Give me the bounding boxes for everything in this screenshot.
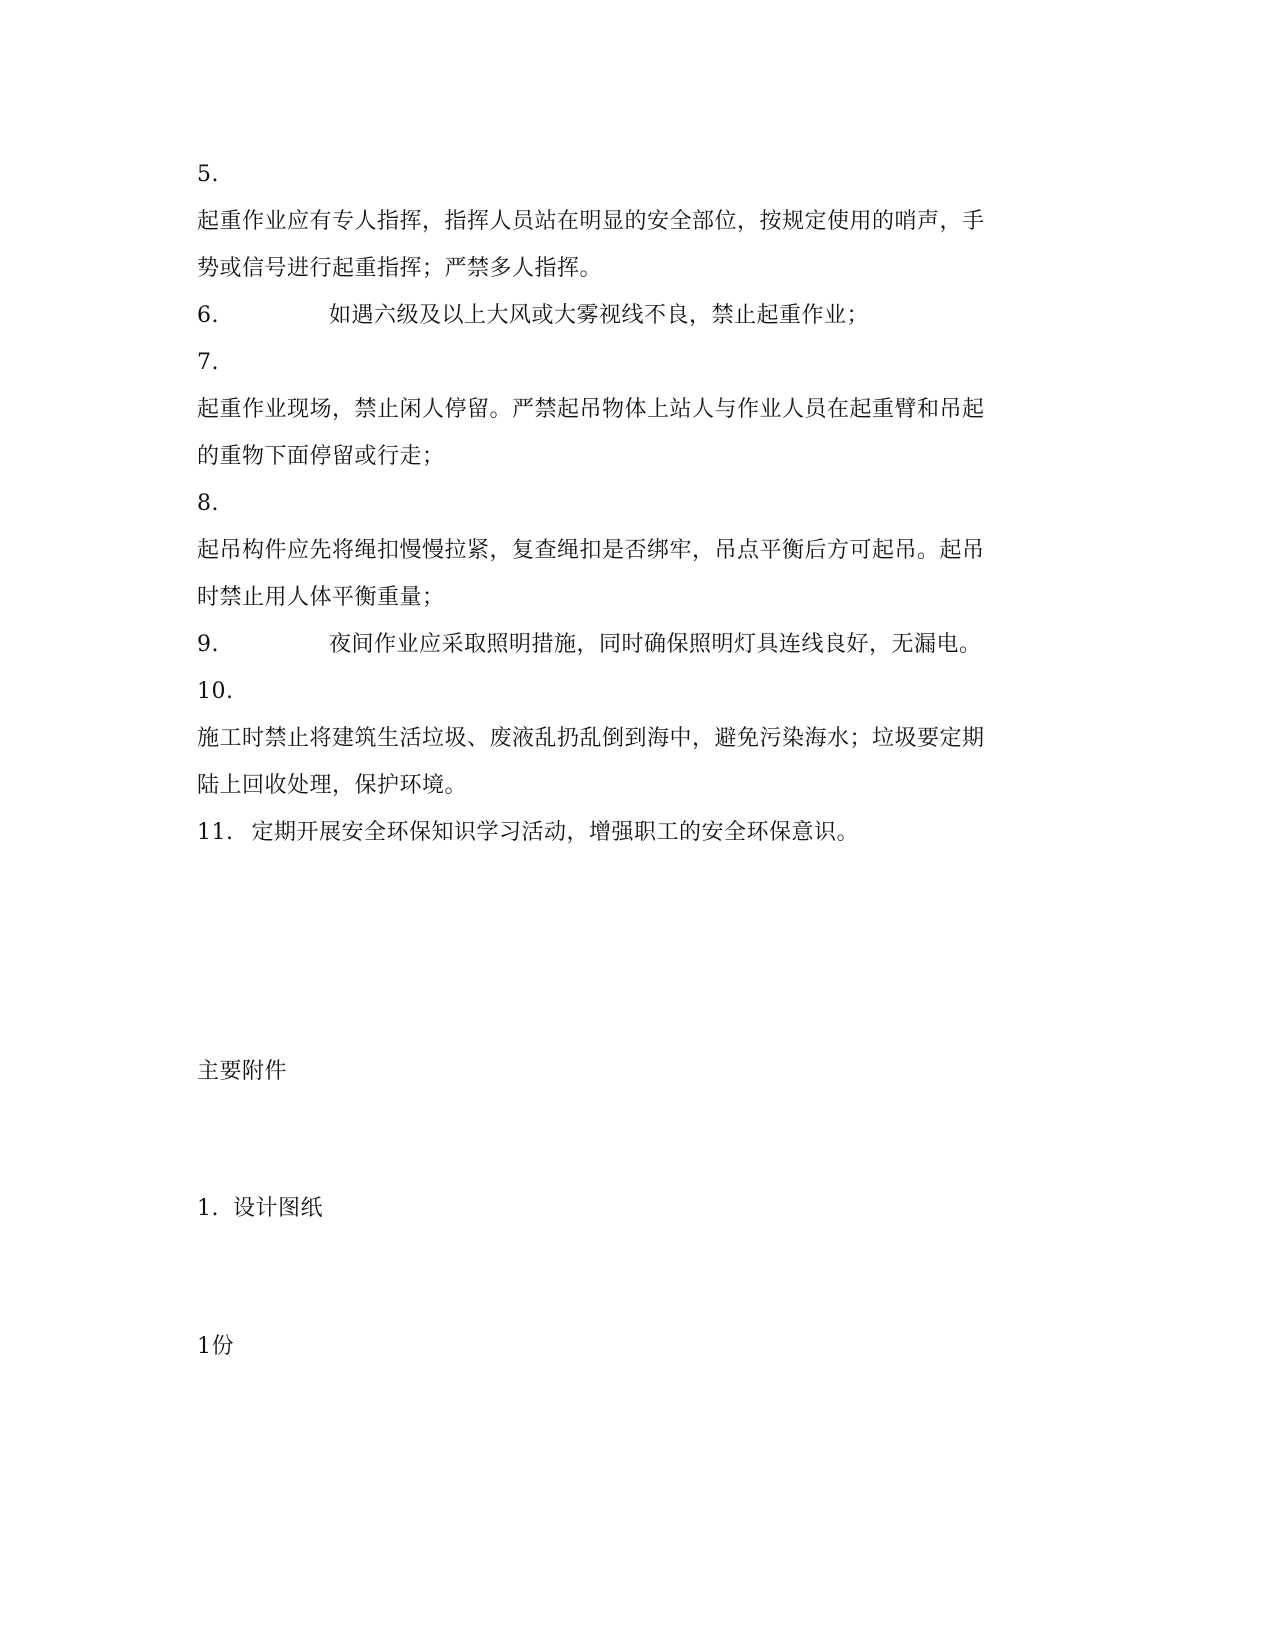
- item-10-text-line-2: 陆上回收处理，保护环境。: [197, 773, 468, 798]
- item-7-number: 7.: [197, 350, 219, 375]
- item-8-number: 8.: [197, 491, 219, 516]
- item-9-text: 夜间作业应采取照明措施，同时确保照明灯具连线良好，无漏电。: [329, 632, 982, 657]
- item-5-text-line-1: 起重作业应有专人指挥，指挥人员站在明显的安全部位，按规定使用的哨声，手: [197, 209, 985, 234]
- item-11-text: 定期开展安全环保知识学习活动，增强职工的安全环保意识。: [251, 820, 860, 845]
- item-6: [197, 301, 869, 331]
- item-11-number: 11.: [197, 820, 234, 845]
- item-7-text-line-2: 的重物下面停留或行走；: [197, 444, 445, 469]
- item-10-number: 10.: [197, 679, 234, 704]
- item-11: [197, 818, 859, 848]
- attachment-item-1-text: 设计图纸: [233, 1196, 324, 1221]
- item-9-number: 9.: [197, 632, 219, 657]
- item-6-number: 6.: [197, 303, 219, 328]
- item-5-number: 5.: [197, 162, 219, 187]
- item-5-text-line-2: 势或信号进行起重指挥；严禁多人指挥。: [197, 256, 603, 281]
- attachment-quantity: 1份: [197, 1334, 234, 1359]
- attachment-item-1-number: 1.: [197, 1196, 219, 1221]
- attachment-item-1: [197, 1194, 323, 1224]
- item-8-text-line-2: 时禁止用人体平衡重量；: [197, 585, 445, 610]
- item-10-text-line-1: 施工时禁止将建筑生活垃圾、废液乱扔乱倒到海中，避免污染海水；垃圾要定期: [197, 726, 985, 751]
- item-6-text: 如遇六级及以上大风或大雾视线不良，禁止起重作业；: [329, 303, 870, 328]
- item-8-text-line-1: 起吊构件应先将绳扣慢慢拉紧，复查绳扣是否绑牢，吊点平衡后方可起吊。起吊: [197, 538, 985, 563]
- attachments-heading: 主要附件: [197, 1059, 288, 1084]
- item-9: [197, 630, 982, 660]
- item-7-text-line-1: 起重作业现场，禁止闲人停留。严禁起吊物体上站人与作业人员在起重臂和吊起: [197, 397, 985, 422]
